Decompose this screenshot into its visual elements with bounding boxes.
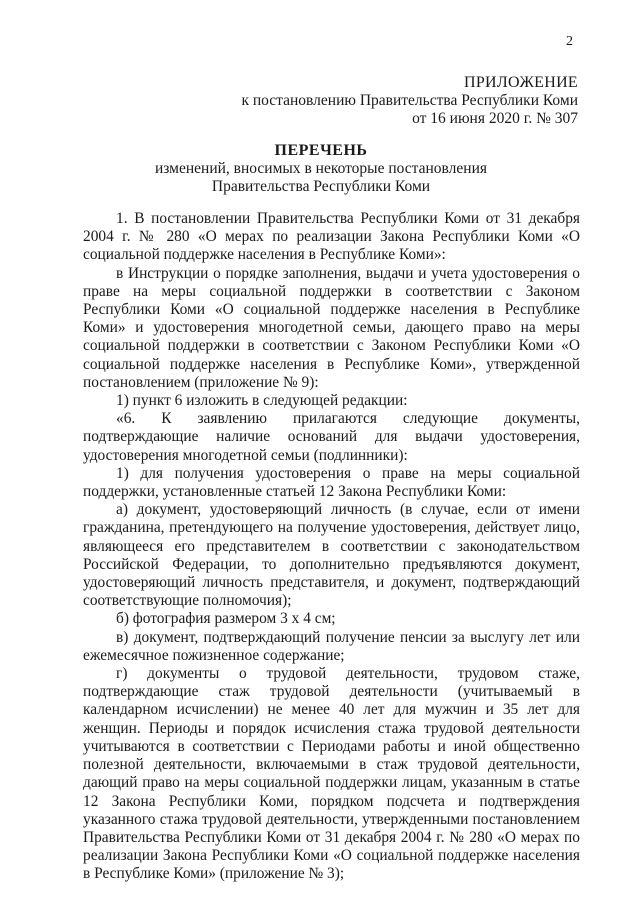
paragraph: г) документы о трудовой деятельности, трудовом стаже, подтверждающие стаж трудовой деятельности (учитываемый в календарном исчислении) не менее 40 лет для мужчин и 35 лет для женщин. Периоды и порядок исчисления стажа трудовой деятельности учитываются в соответствии с Периодами работы и иной общественно полезной деятельности, включаемыми в стаж трудовой деятельности, дающий право на меры социальной поддержки лицам, указанным в статье 12 Закона Республики Коми, порядком подсчета и подтверждения указанного стажа трудовой деятельности, утвержденными постановлением Правительства Республики Коми от 31 декабря 2004 г. № 280 «О мерах по реализации Закона Республики Коми «О социальной поддержке населения в Республике Коми» (приложение № 3); [83, 665, 580, 883]
paragraph: 1. В постановлении Правительства Республики Коми от 31 декабря 2004 г. № 280 «О мерах по реализации Закона Республики Коми «О социальной поддержке населения в Республике Коми»: [83, 210, 580, 264]
document-body [83, 210, 580, 884]
paragraph: а) документ, удостоверяющий личность (в случае, если от имени гражданина, претендующего на получение удостоверения, действует лицо, являющееся его представителем в соответствии с законодательством Российской Федерации, то дополнительно предъявляются документ, удостоверяющий личность представителя, и документ, подтверждающий соответствующие полномочия); [83, 501, 580, 610]
paragraph: 1) для получения удостоверения о праве на меры социальной поддержки, установленные статьей 12 Закона Республики Коми: [83, 464, 580, 501]
document-heading [60, 142, 582, 196]
heading-subtitle-line2: Правительства Республики Коми [211, 178, 431, 195]
appendix-line-decree: к постановлению Правительства Республики Коми [241, 92, 578, 109]
paragraph: «6. К заявлению прилагаются следующие документы, подтверждающие наличие оснований для выдачи удостоверения, удостоверения многодетной семьи (подлинники): [83, 410, 580, 464]
page-number: 2 [566, 34, 573, 49]
heading-title: ПЕРЕЧЕНЬ [274, 142, 368, 159]
heading-subtitle-line1: изменений, вносимых в некоторые постановления [154, 160, 487, 177]
paragraph: в) документ, подтверждающий получение пенсии за выслугу лет или ежемесячное пожизненное содержание; [83, 628, 580, 664]
paragraph: в Инструкции о порядке заполнения, выдачи и учета удостоверения о праве на меры социальной поддержки в соответствии с Законом Республики Коми «О социальной поддержке населения в Республике Коми» и удостоверения многодетной семьи, дающего право на меры социальной поддержки в соответствии с Законом Республики Коми «О социальной поддержке населения в Республике Коми», утвержденной постановлением (приложение № 9): [83, 264, 580, 391]
paragraph: 1) пункт 6 изложить в следующей редакции: [116, 392, 408, 410]
appendix-block [241, 74, 578, 128]
appendix-line-date: от 16 июня 2020 г. № 307 [412, 110, 578, 127]
paragraph: б) фотография размером 3 х 4 см; [116, 610, 336, 628]
appendix-title: ПРИЛОЖЕНИЕ [463, 74, 578, 91]
